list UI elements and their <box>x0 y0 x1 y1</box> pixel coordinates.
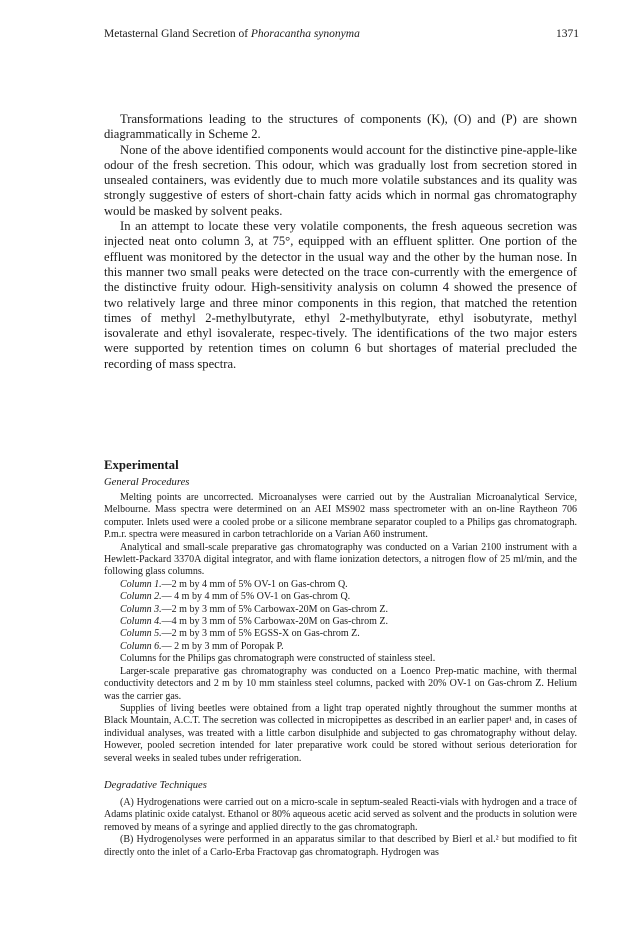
paragraph-gas-chromatography: Analytical and small-scale preparative gas chromatography was conducted on a Varian 2100 instrument with a Hewlett-Packard 3370A digital integrator, and with flame ionization detectors, a nitrogen flow of 25 ml/min, and the following glass columns. <box>104 541 577 578</box>
paragraph-transformations: Transformations leading to the structures of components (K), (O) and (P) are shown diagrammatically in Scheme 2. <box>104 112 577 142</box>
paragraph-preparative: Larger-scale preparative gas chromatography was conducted on a Loenco Prep-matic machine, with thermal conductivity detectors and 2 m by 10 mm stainless steel columns, packed with 20% OV-1 on Gas-chrom Z. Helium was the carrier gas. <box>104 665 577 702</box>
column-item <box>104 579 577 591</box>
column-description: —2 m by 4 mm of 5% OV-1 on Gas-chrom Q. <box>161 578 348 590</box>
item-label-a: (A) <box>120 796 134 808</box>
column-name: Column 3. <box>120 603 162 615</box>
column-description: — 2 m by 3 mm of Poropak P. <box>161 640 284 652</box>
column-name: Column 1. <box>120 578 162 590</box>
paragraph-instruments: Melting points are uncorrected. Microanalyses were carried out by the Australian Microanalytical Service, Melbourne. Mass spectra were determined on an AEI MS902 mass spectrometer with an on-line Raytheon 706 computer. Inlets used were a cooled probe or a silicone membrane separator coupled to a Philips gas chromatograph. P.m.r. spectra were measured in carbon tetrachloride on a Varian A60 instrument. <box>104 492 577 541</box>
general-procedures-heading: General Procedures <box>104 477 190 488</box>
page-number: 1371 <box>556 28 579 40</box>
paragraph-beetle-supplies: Supplies of living beetles were obtained from a light trap operated nightly throughout the summer months at Black Mountain, A.C.T. The secretion was collected in micropipettes as described in an earlier paper¹ and, in cases of individual analyses, was treated with a little carbon disulphide and subjected to gas chromatography without delay. However, pooled secretion intended for later preparative work could be stored without serious deterioration for several weeks in sealed tubes under refrigeration. <box>104 702 577 764</box>
column-name: Column 4. <box>120 616 162 628</box>
hydrogenations-text: Hydrogenations were carried out on a micro-scale in septum-sealed Reacti-vials with hydrogen and a trace of Adams platinic oxide catalyst. Ethanol or 80% aqueous acetic acid served as solvent and the products in solution were removed by means of a syringe and applied directly to the gas chromatograph. <box>104 796 577 833</box>
experimental-heading: Experimental <box>104 458 179 472</box>
column-name: Column 5. <box>120 628 162 640</box>
paragraph-hydrogenolyses <box>104 834 577 859</box>
running-head <box>104 27 579 41</box>
hydrogenolyses-text: Hydrogenolyses were performed in an apparatus similar to that described by Bierl et al.² but modified to fit directly onto the inlet of a Carlo-Erba Fractovap gas chromatograph. Hydrogen was <box>104 834 577 858</box>
experimental-section <box>104 458 577 859</box>
degradative-techniques-heading: Degradative Techniques <box>104 779 207 791</box>
paragraph-philips-columns: Columns for the Philips gas chromatograph were constructed of stainless steel. <box>120 653 436 665</box>
column-list <box>104 579 577 653</box>
running-head-species: Phoracantha synonyma <box>250 28 360 40</box>
running-head-title <box>104 28 360 40</box>
results-text <box>104 112 577 372</box>
paragraph-volatile-components: In an attempt to locate these very volatile components, the fresh aqueous secretion was injected neat onto column 3, at 75°, equipped with an effluent splitter. One portion of the effluent was monitored by the detector in the usual way and the other by the human nose. In this manner two small peaks were detected on the trace con-currently with the emergence of the distinctive fruity odour. High-sensitivity analysis on column 4 showed the presence of two relatively large and three minor components in this region, that matched the retention times of methyl 2-methylbutyrate, ethyl 2-methylbutyrate, ethyl isobutyrate, methyl isovalerate and ethyl isovalerate, respec-tively. The identifications of the two major esters were supported by retention times on column 6 but shortages of material precluded the recording of mass spectra. <box>104 219 577 371</box>
column-item <box>104 604 577 616</box>
paragraph-hydrogenations <box>104 797 577 834</box>
column-item <box>104 616 577 628</box>
column-description: —2 m by 3 mm of 5% EGSS-X on Gas-chrom Z. <box>161 628 360 640</box>
column-description: — 4 m by 4 mm of 5% OV-1 on Gas-chrom Q. <box>161 591 351 603</box>
column-description: —2 m by 3 mm of 5% Carbowax-20M on Gas-chrom Z. <box>161 603 389 615</box>
column-item <box>104 591 577 603</box>
column-name: Column 2. <box>120 591 162 603</box>
running-head-prefix: Metasternal Gland Secretion of <box>104 28 251 40</box>
item-label-b: (B) <box>120 834 134 846</box>
paragraph-odour: None of the above identified components would account for the distinctive pine-apple-like odour of the fresh secretion. This odour, which was gradually lost from secretion stored in unsealed containers, was evidently due to much more volatile substances and its quality was strongly suggestive of esters of short-chain fatty acids which in normal gas chromatography would be masked by solvent peaks. <box>104 142 577 218</box>
column-description: —4 m by 3 mm of 5% Carbowax-20M on Gas-chrom Z. <box>161 616 389 628</box>
column-item <box>104 641 577 653</box>
column-item <box>104 628 577 640</box>
column-name: Column 6. <box>120 640 162 652</box>
